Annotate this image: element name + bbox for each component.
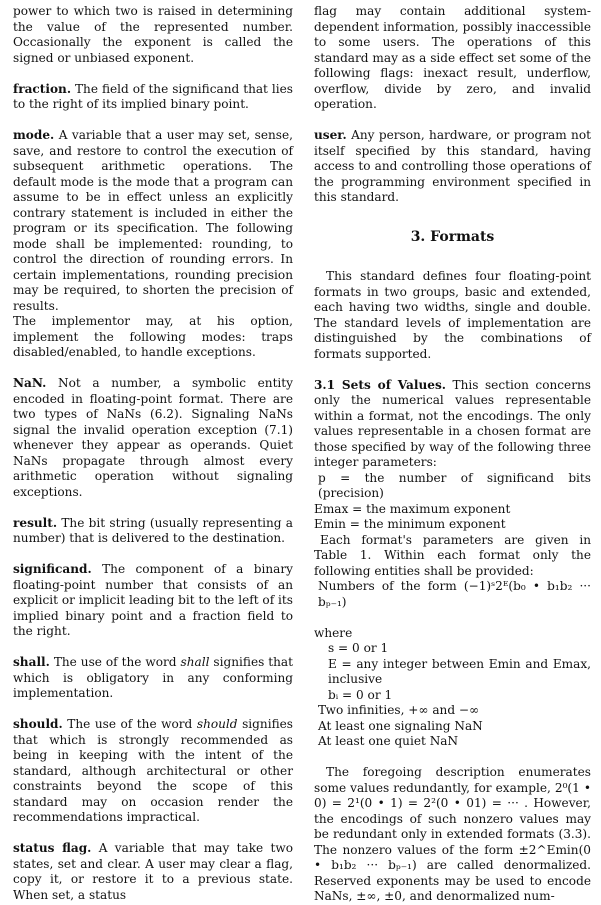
- mode-text: A variable that a user may set, sense, save, and restore to control the execution of subsequent arithmetic operations. The default mode is the mode that a program can assume to be in effect unless an explicitly contrary statement is included in either the program or its specification. The following mode shall be implemented: rounding, to control the direction of rounding errors. In certain implementations, rounding precision may be required, to shorten the precision of results.: [13, 128, 293, 313]
- term-significand: significand.: [13, 562, 92, 576]
- numbers-form: Numbers of the form (−1)ˢ2ᴱ(b₀ • b₁b₂ ··· bₚ₋₁): [318, 579, 591, 609]
- term-should: should.: [13, 717, 63, 731]
- definition-result: [13, 516, 293, 547]
- definition-fraction: [13, 82, 293, 113]
- term-shall: shall.: [13, 655, 50, 669]
- each-format-paragraph: Each format's parameters are given in Table 1. Within each format only the following entities shall be provided:: [314, 532, 591, 578]
- shall-post: signifies that which is obligatory in any conforming implementation.: [13, 655, 293, 700]
- term-status-flag: status flag.: [13, 841, 92, 855]
- definition-significand: [13, 562, 293, 640]
- nan-text: Not a number, a symbolic entity encoded in floating-point format. There are two types of NaNs (6.2). Signaling NaNs signal the invalid operation exception (7.1) whenever they appear as operands. Quiet NaNs propagate through almost every arithmetic operation without signaling exceptions.: [13, 376, 293, 499]
- section-title: 3. Formats: [410, 228, 495, 245]
- foregoing-paragraph: The foregoing description enumerates some values redundantly, for example, 2⁰(1 • 0) = 2¹(0 • 1) = 2²(0 • 01) = ··· . However, the encodings of such nonzero values may be redundant only in extended formats (3.3). The nonzero values of the form ±2^Emin(0 • b₁b₂ ··· bₚ₋₁) are called denormalized. Reserved exponents may be used to encode NaNs, ±∞, ±0, and denormalized num-: [314, 765, 591, 903]
- sets-paragraph: [314, 378, 591, 471]
- infinities: Two infinities, +∞ and −∞: [318, 703, 480, 717]
- definition-should: [13, 717, 293, 826]
- where-label: where: [314, 625, 353, 640]
- quiet-nan: At least one quiet NaN: [318, 734, 459, 748]
- should-pre: The use of the word: [67, 717, 193, 731]
- definition-status-flag: [13, 841, 293, 903]
- definition-mode: [13, 128, 293, 314]
- where-e: E = any integer between Emin and Emax, inclusive: [328, 656, 591, 686]
- param-emin: Emin = the minimum exponent: [314, 517, 506, 531]
- definition-shall: [13, 655, 293, 702]
- status-flag-tail: flag may contain additional system-dependent information, possibly inaccessible to some users. The operations of this standard may as a side effect set some of the following flags: inexact result, underflow, overflow, divide by zero, and invalid operation.: [314, 4, 591, 111]
- exponent-definition-tail: power to which two is raised in determining the value of the represented number. Occasionally the exponent is called the signed or unbiased exponent.: [13, 4, 293, 65]
- signaling-nan: At least one signaling NaN: [318, 718, 483, 733]
- sets-heading: 3.1 Sets of Values.: [314, 377, 446, 392]
- term-user: user.: [314, 128, 347, 142]
- param-p: p = the number of significand bits (precision): [318, 470, 591, 500]
- should-word: should: [196, 717, 238, 731]
- fraction-text: The field of the significand that lies to the right of its implied binary point.: [13, 81, 293, 111]
- term-nan: NaN.: [13, 376, 47, 390]
- definition-nan: [13, 376, 293, 500]
- where-s: s = 0 or 1: [328, 641, 389, 655]
- significand-text: The component of a binary floating-point number that consists of an explicit or implicit leading bit to the left of its implied binary point and a fraction field to the right.: [13, 562, 293, 638]
- should-post: signifies that which is strongly recommended as being in keeping with the intent of the standard, although architectural or other constraints beyond the scope of this standard may on occasion render the recommendations impractical.: [13, 717, 293, 824]
- term-mode: mode.: [13, 128, 55, 142]
- term-result: result.: [13, 515, 58, 530]
- term-fraction: fraction.: [13, 81, 72, 96]
- right-column: [314, 4, 591, 905]
- shall-word: shall: [180, 655, 210, 669]
- where-b: bᵢ = 0 or 1: [328, 687, 393, 702]
- user-text: Any person, hardware, or program not itself specified by this standard, having access to and controlling those operations of the programming environment specified in this standard.: [314, 128, 591, 204]
- status-text: A variable that may take two states, set and clear. A user may clear a flag, copy it, or restore it to a previous state. When set, a status: [13, 841, 293, 902]
- formats-paragraph: This standard defines four floating-point formats in two groups, basic and extended, each having two widths, single and double. The standard levels of implementation are distinguished by the combinations of formats supported.: [314, 269, 591, 361]
- mode-text-2: The implementor may, at his option, implement the following modes: traps disabled/enabled, to handle exceptions.: [13, 314, 293, 359]
- sets-text: This section concerns only the numerical values representable within a format, not the encodings. The only values representable in a chosen format are those specified by way of the following three integer parameters:: [314, 377, 591, 469]
- shall-pre: The use of the word: [53, 655, 177, 669]
- left-column: [13, 4, 293, 903]
- result-text: The bit string (usually representing a number) that is delivered to the destination.: [13, 515, 293, 545]
- param-emax: Emax = the maximum exponent: [314, 501, 511, 516]
- definition-user: [314, 128, 591, 206]
